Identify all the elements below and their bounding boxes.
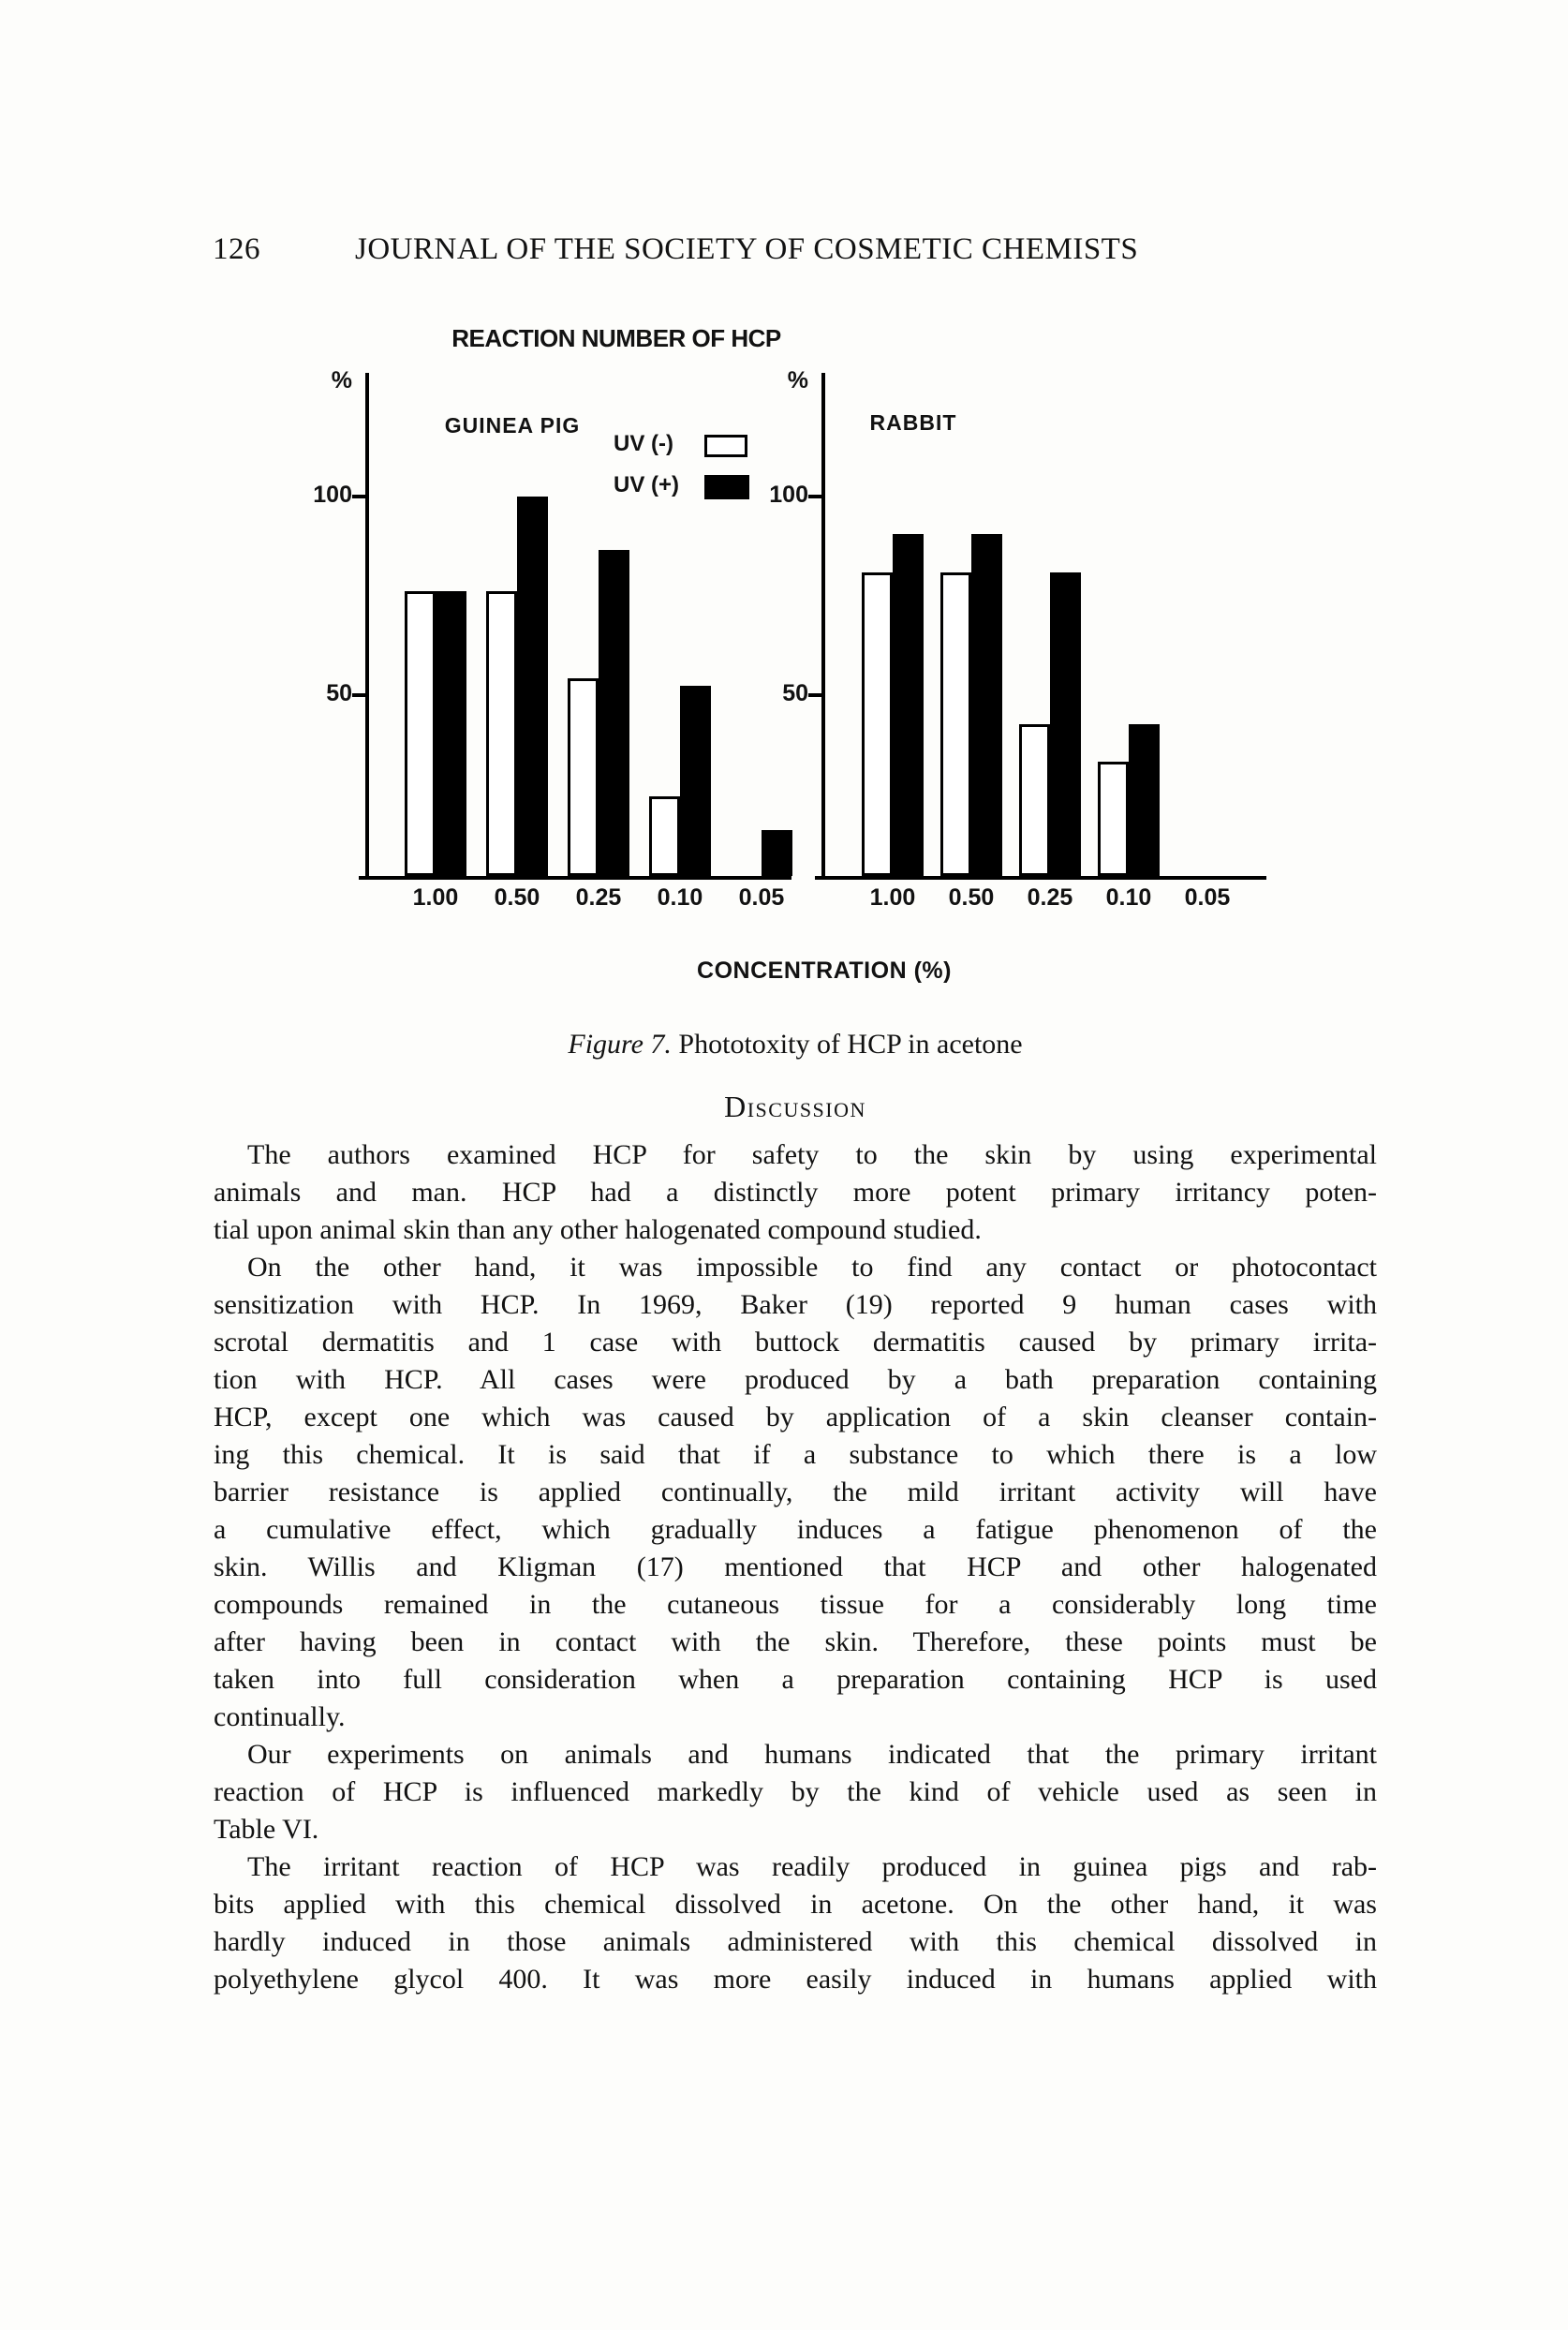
bar-uv-minus (568, 678, 599, 876)
x-tick-label: 1.00 (869, 884, 916, 911)
bar-uv-plus (680, 686, 711, 876)
text-line: skin. Willis and Kligman (17) mentioned that HCP and other halogenated (214, 1551, 1377, 1582)
text-line: tion with HCP. All cases were produced by a bath preparation containing (214, 1364, 1377, 1395)
text-line: polyethylene glycol 400. It was more easily induced in humans applied with (214, 1964, 1377, 1995)
text-line: ing this chemical. It is said that if a substance to which there is a low (214, 1439, 1377, 1470)
text-line: HCP, except one which was caused by application of a skin cleanser contain- (214, 1402, 1377, 1432)
y-tick-mark (352, 495, 365, 498)
x-tick-label: 1.00 (412, 884, 459, 911)
y-axis-percent-left: % (331, 367, 352, 393)
text-line: sensitization with HCP. In 1969, Baker (19) reported 9 human cases with (214, 1289, 1377, 1320)
y-axis (821, 373, 825, 880)
x-axis (359, 876, 791, 880)
bar-uv-minus (1098, 762, 1129, 876)
bar-uv-minus (405, 591, 436, 876)
bar-uv-plus (517, 497, 548, 876)
figure-title: REACTION NUMBER OF HCP (451, 324, 781, 352)
section-heading-discussion: Discussion (724, 1090, 866, 1123)
page-number: 126 (213, 232, 260, 266)
bar-uv-plus (436, 591, 466, 876)
bar-uv-minus (862, 572, 893, 876)
panel-title-guinea-pig: GUINEA PIG (444, 413, 581, 438)
bar-uv-plus (762, 830, 792, 876)
x-tick-label: 0.50 (948, 884, 995, 911)
y-axis-percent-right: % (787, 367, 808, 393)
text-line: The authors examined HCP for safety to the skin by using experimental (247, 1139, 1377, 1170)
figure-caption-text: Phototoxity of HCP in acetone (671, 1029, 1023, 1060)
x-tick-label: 0.10 (657, 884, 703, 911)
y-axis (365, 373, 369, 880)
legend-swatch-uv-minus (704, 435, 747, 457)
y-tick-50-left: 50 (326, 680, 352, 706)
text-line: tial upon animal skin than any other halogenated compound studied. (214, 1214, 982, 1245)
text-line: compounds remained in the cutaneous tissue for a considerably long time (214, 1589, 1377, 1620)
y-tick-mark (352, 693, 365, 697)
text-line: barrier resistance is applied continually, the mild irritant activity will have (214, 1477, 1377, 1507)
figure-caption-label: Figure 7. (568, 1029, 672, 1060)
x-tick-label: 0.25 (575, 884, 622, 911)
discussion-body (214, 1136, 1377, 1998)
running-title: JOURNAL OF THE SOCIETY OF COSMETIC CHEMISTS (355, 232, 1139, 266)
bar-uv-minus (940, 572, 971, 876)
x-axis (815, 876, 1266, 880)
text-line: bits applied with this chemical dissolved in acetone. On the other hand, it was (214, 1889, 1377, 1920)
text-line: The irritant reaction of HCP was readily produced in guinea pigs and rab- (247, 1851, 1377, 1882)
bar-uv-minus (486, 591, 517, 876)
panel-title-rabbit: RABBIT (869, 410, 957, 435)
text-line: hardly induced in those animals administered with this chemical dissolved in (214, 1926, 1377, 1957)
text-line: continually. (214, 1701, 346, 1732)
legend-label-uv-minus: UV (-) (614, 431, 673, 456)
bar-uv-plus (599, 550, 629, 876)
x-tick-label: 0.10 (1105, 884, 1152, 911)
y-tick-50-right: 50 (782, 680, 808, 706)
bar-uv-plus (1129, 724, 1160, 876)
bar-uv-plus (893, 534, 924, 876)
text-line: Our experiments on animals and humans indicated that the primary irritant (247, 1739, 1377, 1770)
text-line: scrotal dermatitis and 1 case with buttock dermatitis caused by primary irrita- (214, 1327, 1377, 1358)
text-line: a cumulative effect, which gradually induces a fatigue phenomenon of the (214, 1514, 1377, 1545)
text-line: Table VI. (214, 1814, 319, 1845)
x-tick-label: 0.50 (494, 884, 540, 911)
bar-uv-plus (1050, 572, 1081, 876)
text-line: reaction of HCP is influenced markedly by the kind of vehicle used as seen in (214, 1776, 1377, 1807)
x-tick-label: 0.05 (738, 884, 785, 911)
x-axis-title: CONCENTRATION (%) (697, 957, 952, 984)
bar-uv-minus (649, 796, 680, 876)
legend-label-uv-plus: UV (+) (614, 472, 680, 497)
y-tick-100-right: 100 (769, 482, 808, 508)
x-tick-label: 0.25 (1027, 884, 1073, 911)
y-tick-mark (808, 693, 821, 697)
text-line: after having been in contact with the skin. Therefore, these points must be (214, 1626, 1377, 1657)
figure-caption (214, 1029, 1377, 1061)
text-line: animals and man. HCP had a distinctly more potent primary irritancy poten- (214, 1177, 1377, 1208)
y-tick-mark (808, 495, 821, 498)
bar-uv-plus (971, 534, 1002, 876)
text-line: taken into full consideration when a preparation containing HCP is used (214, 1664, 1377, 1695)
text-line: On the other hand, it was impossible to find any contact or photocontact (247, 1252, 1377, 1283)
x-tick-label: 0.05 (1184, 884, 1231, 911)
bar-uv-minus (1019, 724, 1050, 876)
y-tick-100-left: 100 (313, 482, 352, 508)
